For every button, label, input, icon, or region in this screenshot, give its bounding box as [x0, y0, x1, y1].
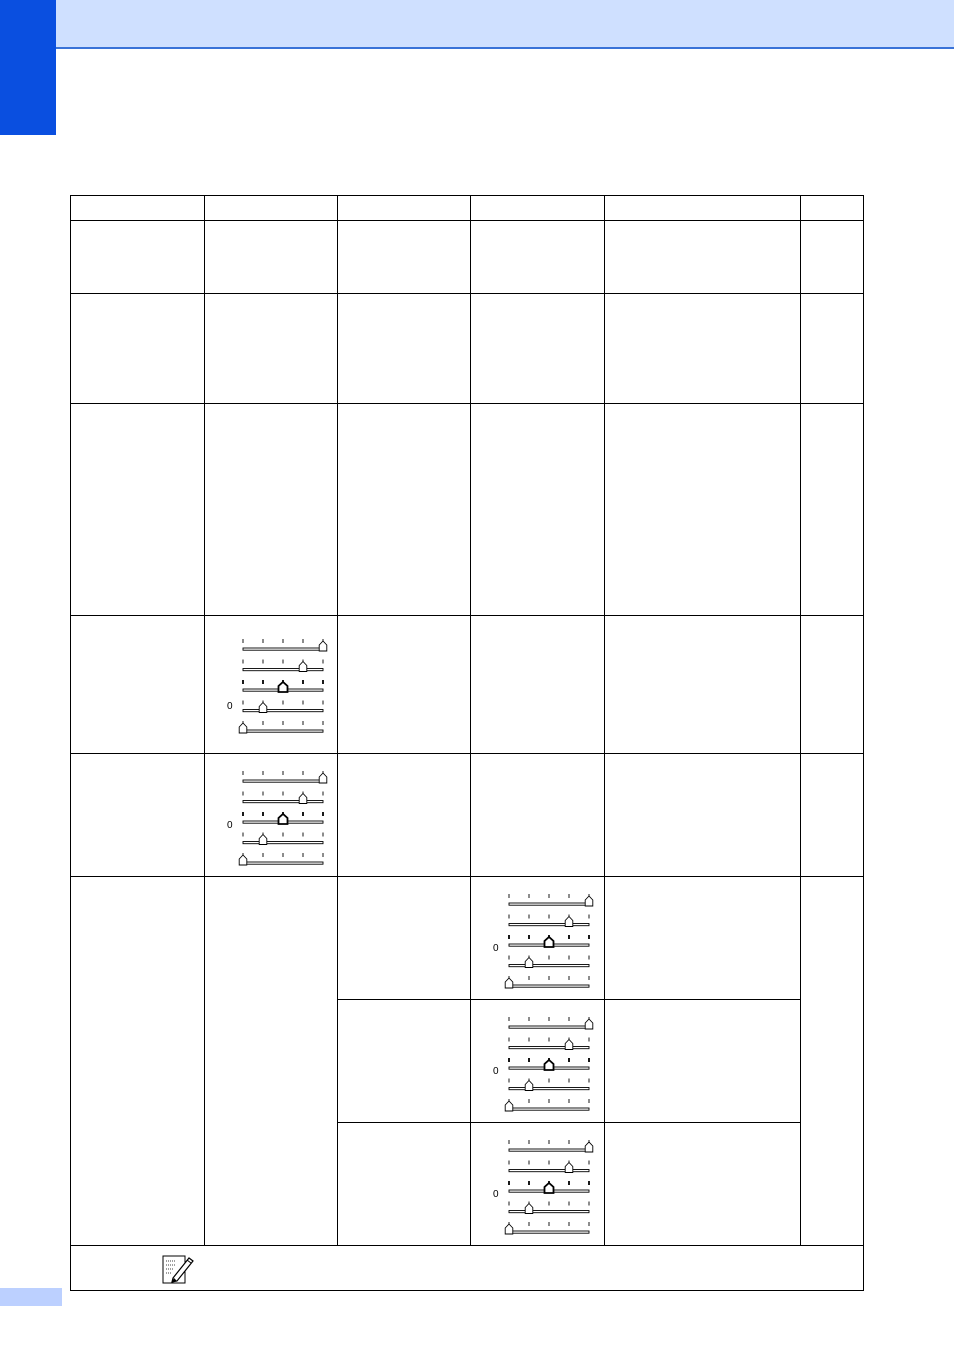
header-cell-4 — [471, 196, 605, 221]
table-header-row — [71, 196, 864, 221]
slider-thumb — [565, 917, 573, 927]
zero-label: 0 — [227, 820, 233, 831]
level-slider-graphic — [491, 1135, 591, 1245]
slider-thumb — [319, 773, 327, 783]
slider-thumb — [525, 1204, 533, 1214]
slider-track — [509, 1202, 589, 1214]
slider-track — [509, 956, 589, 968]
slider-thumb — [505, 978, 513, 988]
slider-track — [505, 976, 589, 988]
slider-track — [509, 1181, 589, 1193]
header-cell-1 — [71, 196, 205, 221]
zero-label: 0 — [227, 701, 233, 712]
header-cell-6 — [801, 196, 864, 221]
slider-track — [243, 833, 323, 845]
slider-thumb — [585, 896, 593, 906]
slider-track — [243, 812, 323, 824]
slider-track — [509, 1038, 589, 1050]
slider-thumb — [505, 1224, 513, 1234]
slider-thumb — [505, 1101, 513, 1111]
page-number-tab — [0, 1288, 62, 1306]
table-row — [71, 294, 864, 404]
slider-track — [509, 1017, 593, 1029]
slider-thumb — [319, 641, 327, 651]
slider-thumb — [279, 814, 288, 824]
slider-thumb — [585, 1019, 593, 1029]
slider-track — [239, 721, 323, 733]
chapter-tab — [0, 0, 56, 135]
slider-thumb — [299, 794, 307, 804]
slider-thumb — [545, 1060, 554, 1070]
slider-thumb — [585, 1142, 593, 1152]
slider-thumb — [279, 682, 288, 692]
level-slider-graphic — [491, 1012, 591, 1122]
slider-track — [509, 1140, 593, 1152]
slider-thumb — [299, 662, 307, 672]
slider-thumb — [565, 1163, 573, 1173]
slider-thumb — [525, 1081, 533, 1091]
level-slider-graphic — [491, 889, 591, 999]
header-cell-2 — [205, 196, 338, 221]
slider-track — [509, 1079, 589, 1091]
header-cell-5 — [605, 196, 801, 221]
level-slider-graphic — [225, 766, 325, 876]
zero-label: 0 — [493, 1066, 499, 1077]
slider-track — [243, 639, 327, 651]
slider-track — [509, 1058, 589, 1070]
settings-table — [70, 195, 864, 1291]
header-cell-3 — [338, 196, 471, 221]
zero-label: 0 — [493, 943, 499, 954]
table-row — [71, 877, 864, 1000]
slider-thumb — [259, 703, 267, 713]
slider-thumb — [545, 1183, 554, 1193]
table-row — [71, 616, 864, 754]
slider-thumb — [259, 835, 267, 845]
slider-thumb — [545, 937, 554, 947]
table-row — [71, 221, 864, 294]
table-row — [71, 754, 864, 877]
slider-thumb — [239, 723, 247, 733]
table-row — [71, 404, 864, 616]
note-row — [71, 1246, 864, 1291]
slider-thumb — [525, 958, 533, 968]
slider-track — [509, 915, 589, 927]
slider-track — [505, 1222, 589, 1234]
slider-track — [243, 792, 323, 804]
header-band — [0, 0, 954, 49]
slider-track — [243, 680, 323, 692]
note-pencil-icon — [161, 1252, 195, 1286]
slider-track — [243, 701, 323, 713]
slider-track — [509, 935, 589, 947]
slider-thumb — [239, 855, 247, 865]
slider-track — [243, 660, 323, 672]
slider-thumb — [565, 1040, 573, 1050]
level-slider-graphic — [225, 634, 325, 744]
slider-track — [239, 853, 323, 865]
zero-label: 0 — [493, 1189, 499, 1200]
slider-track — [509, 894, 593, 906]
slider-track — [505, 1099, 589, 1111]
slider-track — [243, 771, 327, 783]
slider-track — [509, 1161, 589, 1173]
